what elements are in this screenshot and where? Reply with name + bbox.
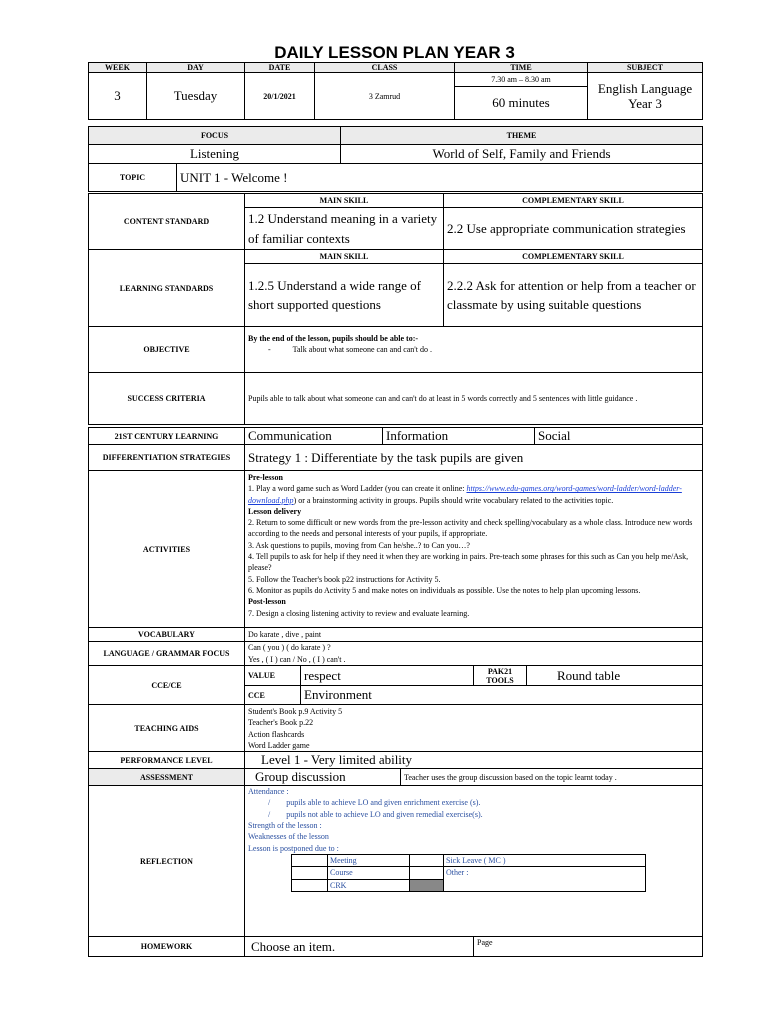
class-header: CLASS — [315, 63, 455, 73]
postponed-text: Lesson is postponed due to : — [248, 843, 339, 853]
attendance-text: Attendance : — [248, 787, 289, 797]
performance-value: Level 1 - Very limited ability — [245, 752, 703, 769]
activity-4: 4. Tell pupils to ask for help if they need it when they are working in pairs. Pre-teach some phrases for this such as Can you help me/Ask, please? — [248, 552, 689, 573]
main-skill-header-1: MAIN SKILL — [245, 194, 444, 208]
reason-crk: CRK — [328, 879, 410, 891]
complementary-skill-header-2: COMPLEMENTARY SKILL — [444, 250, 703, 264]
activity-7: 7. Design a closing listening activity to review and evaluate learning. — [248, 608, 470, 618]
class-value: 3 Zamrud — [315, 73, 455, 120]
lesson-delivery-heading: Lesson delivery — [248, 506, 302, 516]
objective-bullet: - — [268, 345, 271, 355]
strength-text: Strength of the lesson : — [248, 821, 322, 831]
date-value: 20/1/2021 — [245, 73, 315, 120]
vocabulary-label: VOCABULARY — [89, 628, 245, 642]
objective-intro: By the end of the lesson, pupils should be able to:- — [248, 334, 419, 343]
reason-sick-leave: Sick Leave ( MC ) — [444, 854, 646, 866]
reason-course: Course — [328, 867, 410, 879]
subject-value: English Language Year 3 — [588, 73, 703, 120]
assessment-note: Teacher uses the group discussion based on the topic learnt today . — [401, 769, 703, 786]
vocabulary-value: Do karate , dive , paint — [245, 628, 703, 642]
week-value: 3 — [89, 73, 147, 120]
info-table — [88, 62, 703, 120]
grammar-cell — [245, 642, 703, 666]
century-table — [88, 427, 703, 445]
activity-6: 6. Monitor as pupils do Activity 5 and make notes on individuals as possible. Use the notes to help plan upcoming lessons. — [248, 585, 641, 595]
assessment-value[interactable]: Group discussion — [245, 769, 401, 786]
complementary-skill-header-1: COMPLEMENTARY SKILL — [444, 194, 703, 208]
learning-standards-complementary: 2.2.2 Ask for attention or help from a teacher or classmate by using suitable questions — [444, 264, 703, 327]
pak21-value: Round table — [527, 666, 703, 686]
subject-header: SUBJECT — [588, 63, 703, 73]
standards-table — [88, 193, 703, 425]
homework-value[interactable]: Choose an item. — [245, 937, 474, 957]
reflection-mark-1: / — [268, 798, 271, 808]
teaching-aids-label: TEACHING AIDS — [89, 705, 245, 752]
day-header: DAY — [147, 63, 245, 73]
success-criteria-label: SUCCESS CRITERIA — [89, 373, 245, 425]
pre-lesson-heading: Pre-lesson — [248, 473, 283, 482]
value-label: VALUE — [245, 666, 301, 686]
activities-label: ACTIVITIES — [89, 471, 245, 628]
objective-cell — [245, 327, 703, 373]
performance-label: PERFORMANCE LEVEL — [89, 752, 245, 769]
success-criteria-value: Pupils able to talk about what someone can and can't do at least in 5 words correctly and 5 sentences with little guidance . — [245, 373, 703, 425]
content-standard-main: 1.2 Understand meaning in a variety of familiar contexts — [245, 208, 444, 250]
activity-5: 5. Follow the Teacher's book p22 instructions for Activity 5. — [248, 574, 441, 584]
post-lesson-heading: Post-lesson — [248, 597, 286, 607]
homework-label: HOMEWORK — [89, 937, 245, 957]
teaching-aid-1: Student's Book p.9 Activity 5 — [248, 707, 343, 716]
activity-1-text-a: 1. Play a word game such as Word Ladder (you can create it online: — [248, 484, 467, 494]
page-title: DAILY LESSON PLAN YEAR 3 — [274, 43, 515, 62]
assessment-label: ASSESSMENT — [89, 769, 245, 786]
objective-item: Talk about what someone can and can't do . — [292, 345, 432, 355]
reflection-cell — [245, 786, 703, 937]
reflection-mark-2: / — [268, 809, 271, 819]
teaching-aids-cell — [245, 705, 703, 752]
pak21-label: PAK21 TOOLS — [474, 666, 527, 686]
postponed-reasons-table — [291, 854, 646, 892]
focus-value: Listening — [89, 145, 341, 164]
time-value: 7.30 am – 8.30 am — [455, 73, 588, 87]
theme-header: THEME — [341, 127, 703, 145]
content-standard-label: CONTENT STANDARD — [89, 194, 245, 250]
learning-standards-main: 1.2.5 Understand a wide range of short supported questions — [245, 264, 444, 327]
reflection-line-1: pupils able to achieve LO and given enrichment exercise (s). — [286, 798, 481, 808]
content-standard-complementary: 2.2 Use appropriate communication strategies — [444, 208, 703, 250]
time-header: TIME — [455, 63, 588, 73]
learning-standards-label: LEARNING STANDARDS — [89, 250, 245, 327]
main-skill-header-2: MAIN SKILL — [245, 250, 444, 264]
day-value: Tuesday — [147, 73, 245, 120]
activity-1-text-b: ) or a brainstorming activity in groups. Pupils should write vocabulary related to the activities topic. — [293, 495, 614, 505]
century-label: 21ST CENTURY LEARNING — [89, 428, 245, 445]
focus-table — [88, 126, 703, 192]
weakness-text: Weaknesses of the lesson — [248, 832, 329, 842]
theme-value: World of Self, Family and Friends — [341, 145, 703, 164]
homework-page-label: Page — [474, 937, 703, 957]
century-item-3: Social — [535, 428, 703, 445]
topic-value: UNIT 1 - Welcome ! — [177, 164, 703, 192]
grammar-label: LANGUAGE / GRAMMAR FOCUS — [89, 642, 245, 666]
date-header: DATE — [245, 63, 315, 73]
grammar-line-1: Can ( you ) ( do karate ) ? — [248, 643, 331, 653]
teaching-aid-4: Word Ladder game — [248, 740, 310, 750]
cce-sub-label: CCE — [245, 686, 301, 705]
century-item-1: Communication — [245, 428, 383, 445]
topic-label: TOPIC — [89, 164, 177, 192]
differentiation-value: Strategy 1 : Differentiate by the task pupils are given — [245, 445, 703, 471]
main-table — [88, 444, 703, 957]
reason-crk-shaded — [410, 879, 444, 891]
objective-label: OBJECTIVE — [89, 327, 245, 373]
duration-value: 60 minutes — [455, 87, 588, 120]
differentiation-label: DIFFERENTIATION STRATEGIES — [89, 445, 245, 471]
activities-cell — [245, 471, 703, 628]
reason-other: Other : — [444, 867, 646, 892]
reflection-line-2: pupils not able to achieve LO and given remedial exercise(s). — [286, 809, 483, 819]
century-item-2: Information — [383, 428, 535, 445]
activity-2: 2. Return to some difficult or new words from the pre-lesson activity and check spelling/vocabulary as a whole class. Introduce new words according to the needs and personal interests of your pupils, if appropriate. — [248, 518, 693, 539]
teaching-aid-3: Action flashcards — [248, 729, 305, 739]
grammar-line-2: Yes , ( I ) can / No , ( I ) can't . — [248, 654, 346, 664]
reason-meeting: Meeting — [328, 854, 410, 866]
cce-label: CCE/CE — [89, 666, 245, 705]
word-ladder-link[interactable]: https://www.edu-games.org/word-games/word-ladder/word-ladder-download.php — [248, 484, 682, 505]
reflection-label: REFLECTION — [89, 786, 245, 937]
week-header: WEEK — [89, 63, 147, 73]
activity-3: 3. Ask questions to pupils, moving from Can he/she..? to Can you…? — [248, 540, 470, 550]
focus-header: FOCUS — [89, 127, 341, 145]
value-value: respect — [301, 666, 474, 686]
cce-value: Environment — [301, 686, 703, 705]
teaching-aid-2: Teacher's Book p.22 — [248, 718, 314, 728]
